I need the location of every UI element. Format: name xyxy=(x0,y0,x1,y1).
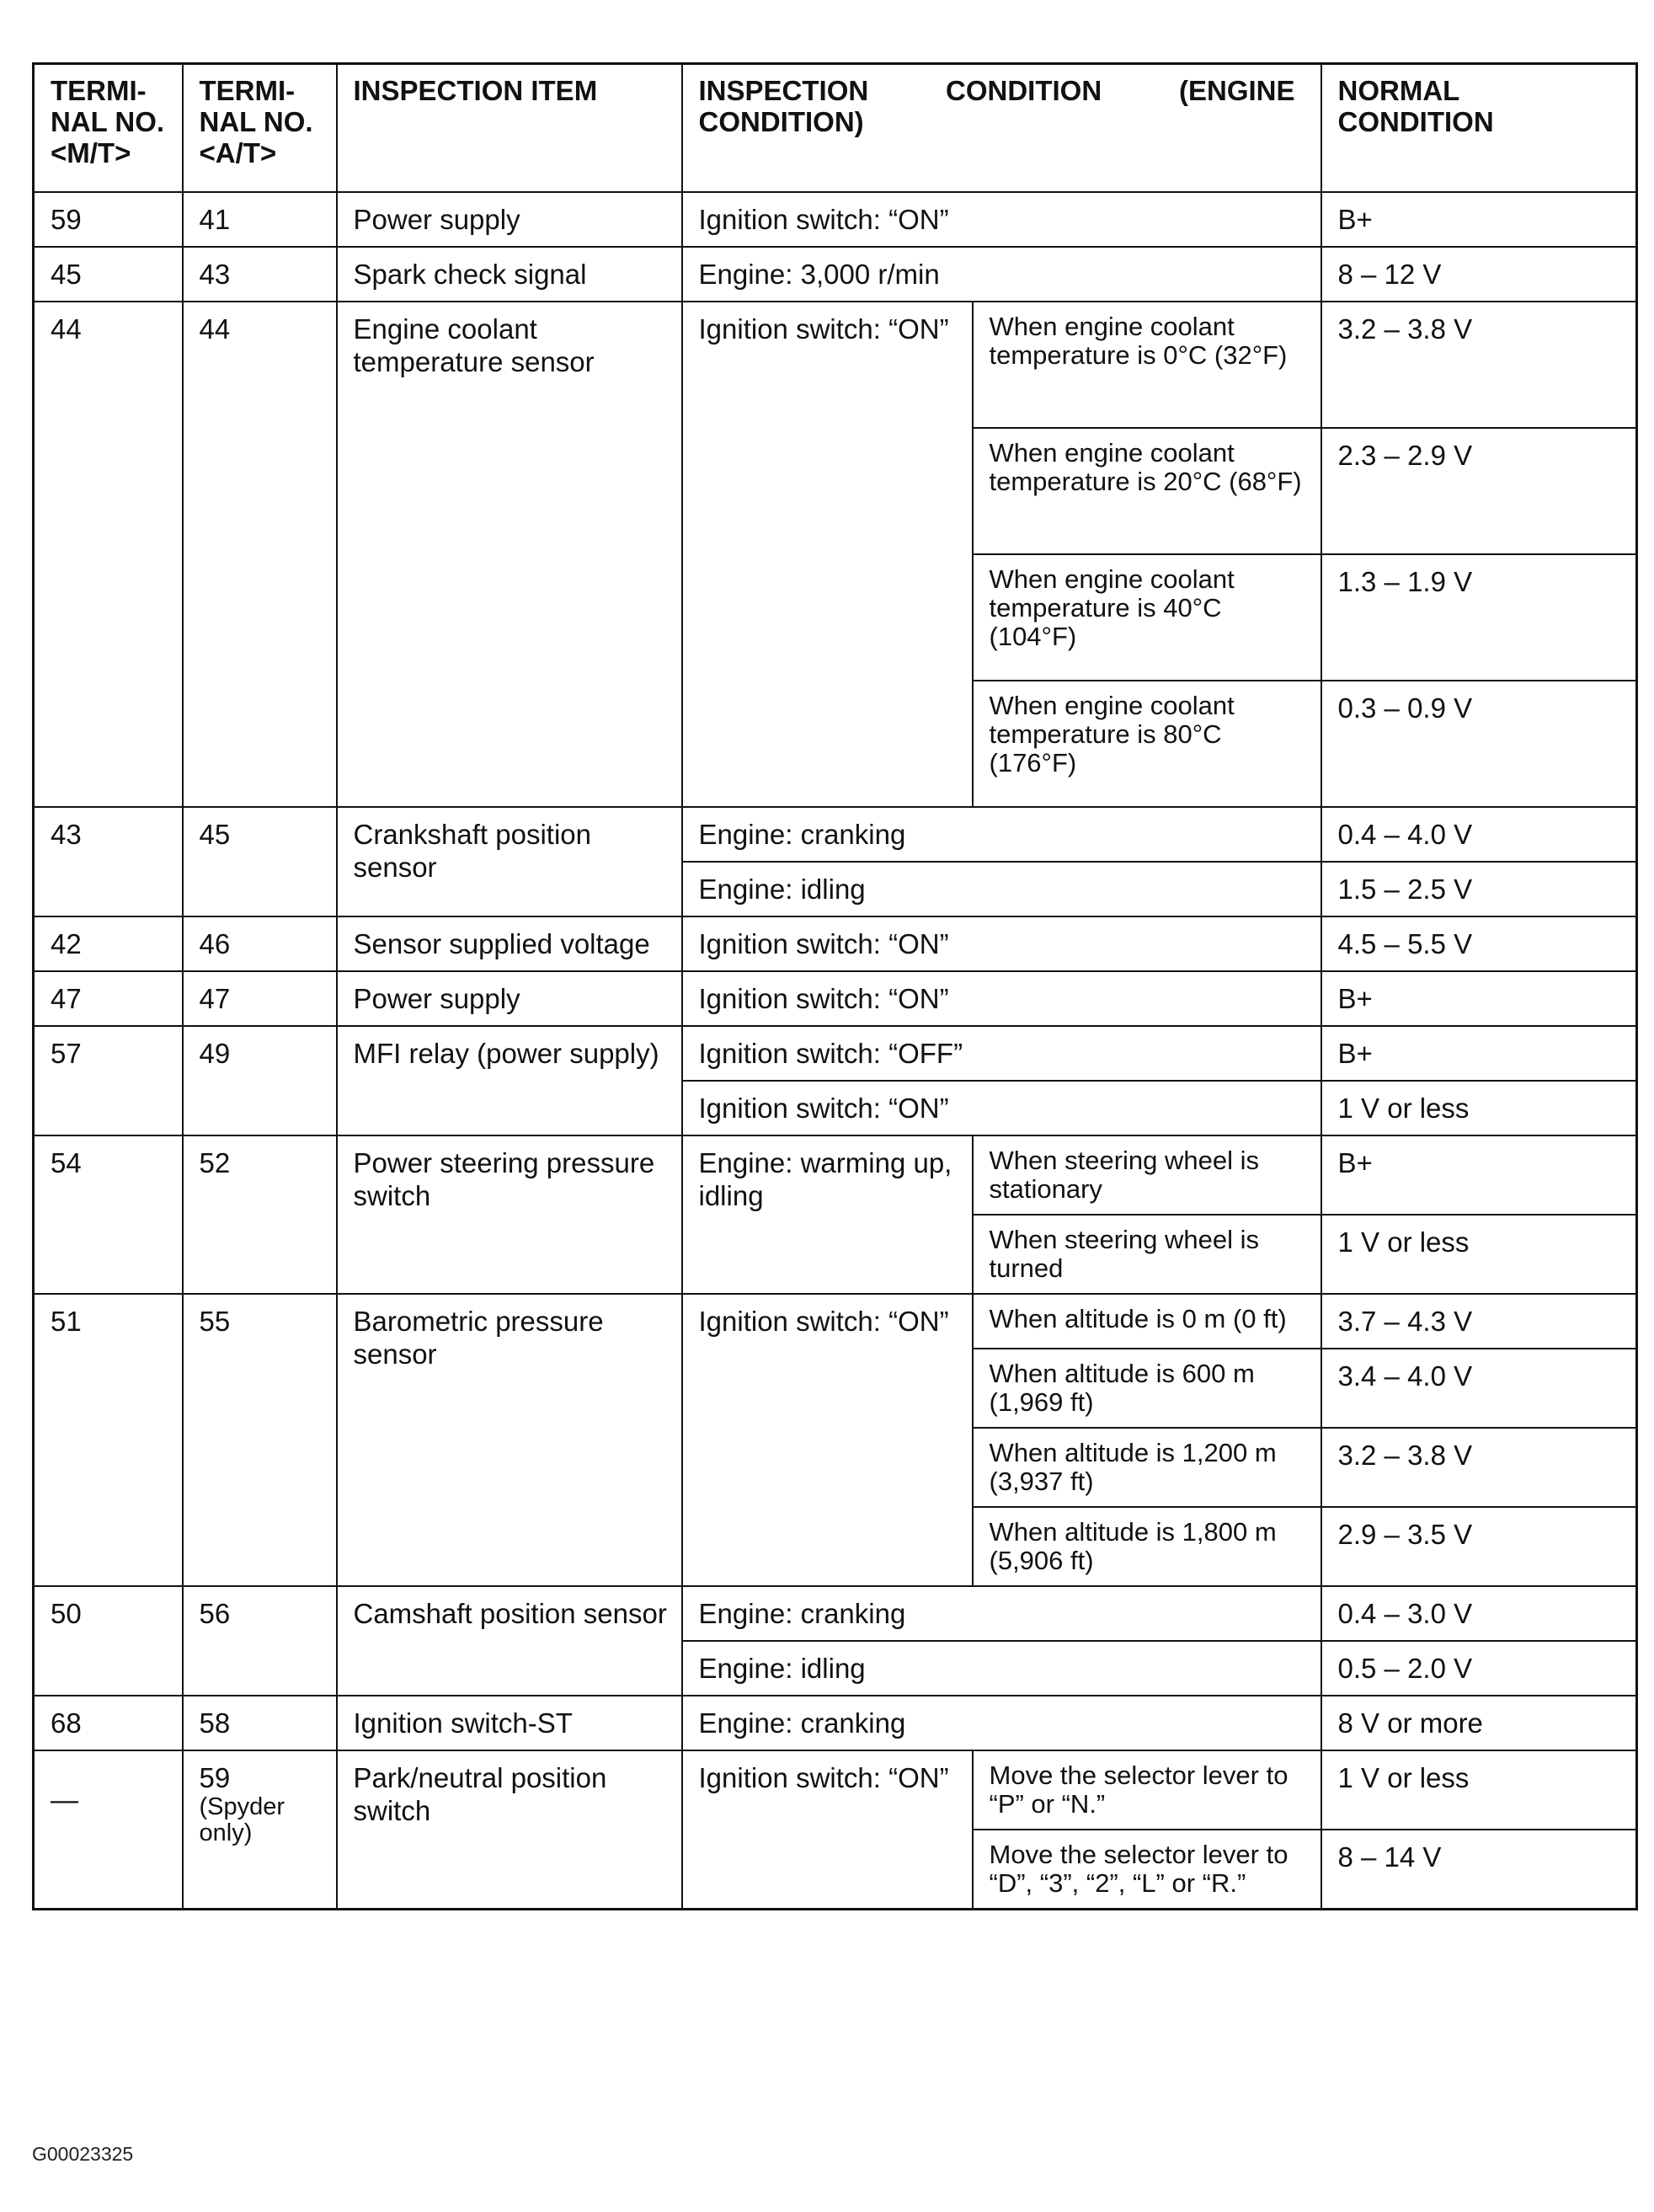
terminal-at-cell xyxy=(183,1750,337,1910)
terminal-mt-cell: 42 xyxy=(34,916,183,971)
sub-condition-cell: When altitude is 600 m (1,969 ft) xyxy=(973,1349,1321,1428)
inspection-condition-cell: Engine: 3,000 r/min xyxy=(682,247,1321,302)
terminal-mt-cell: 47 xyxy=(34,971,183,1026)
table-row xyxy=(34,1026,1637,1081)
normal-condition-cell: 1 V or less xyxy=(1321,1750,1637,1830)
inspection-item-cell: Sensor supplied voltage xyxy=(337,916,682,971)
normal-condition-cell: B+ xyxy=(1321,1026,1637,1081)
inspection-item-cell: Power supply xyxy=(337,192,682,247)
header-terminal-at xyxy=(183,64,337,192)
terminal-at-cell: 44 xyxy=(183,302,337,807)
terminal-at-cell: 56 xyxy=(183,1586,337,1696)
header-normal-condition xyxy=(1321,64,1637,192)
inspection-condition-cell: Engine: idling xyxy=(682,862,1321,916)
header-normal-line: NORMAL xyxy=(1337,75,1460,106)
table-row xyxy=(34,807,1637,862)
terminal-mt-cell: — xyxy=(34,1750,183,1910)
header-inspection-item: INSPECTION ITEM xyxy=(337,64,682,192)
terminal-mt-cell: 54 xyxy=(34,1135,183,1294)
inspection-item-cell: Engine coolant temperature sensor xyxy=(337,302,682,807)
header-condition-word: INSPECTION xyxy=(698,75,869,106)
table-row xyxy=(34,1586,1637,1641)
normal-condition-cell: B+ xyxy=(1321,192,1637,247)
inspection-condition-cell: Ignition switch: “ON” xyxy=(682,302,973,807)
header-terminal-mt-line: TERMI- xyxy=(51,75,147,106)
terminal-at-cell: 47 xyxy=(183,971,337,1026)
inspection-condition-cell: Engine: cranking xyxy=(682,1586,1321,1641)
header-inspection-condition xyxy=(682,64,1321,192)
normal-condition-cell: 0.4 – 4.0 V xyxy=(1321,807,1637,862)
terminal-mt-cell: 44 xyxy=(34,302,183,807)
inspection-condition-cell: Engine: cranking xyxy=(682,807,1321,862)
header-terminal-at-line: <A/T> xyxy=(199,137,277,168)
header-condition-word: CONDITION xyxy=(946,75,1102,106)
table-row xyxy=(34,192,1637,247)
table-row xyxy=(34,1135,1637,1215)
inspection-item-cell: MFI relay (power supply) xyxy=(337,1026,682,1135)
header-condition-line2: CONDITION) xyxy=(698,106,864,137)
header-terminal-mt-line: NAL NO. xyxy=(51,106,165,137)
terminal-at-cell: 49 xyxy=(183,1026,337,1135)
inspection-condition-cell: Ignition switch: “ON” xyxy=(682,1294,973,1586)
figure-id-label: G00023325 xyxy=(32,2143,134,2165)
header-terminal-at-line: TERMI- xyxy=(199,75,296,106)
inspection-condition-cell: Ignition switch: “ON” xyxy=(682,916,1321,971)
normal-condition-cell: 0.4 – 3.0 V xyxy=(1321,1586,1637,1641)
inspection-condition-cell: Engine: warming up, idling xyxy=(682,1135,973,1294)
header-normal-line: CONDITION xyxy=(1337,106,1494,137)
terminal-at-cell: 52 xyxy=(183,1135,337,1294)
inspection-condition-cell: Ignition switch: “ON” xyxy=(682,971,1321,1026)
terminal-mt-cell: 59 xyxy=(34,192,183,247)
terminal-at-cell: 58 xyxy=(183,1696,337,1750)
inspection-item-cell: Barometric pressure sensor xyxy=(337,1294,682,1586)
terminal-mt-cell: 51 xyxy=(34,1294,183,1586)
table-row xyxy=(34,302,1637,428)
inspection-condition-cell: Ignition switch: “OFF” xyxy=(682,1026,1321,1081)
terminal-at-cell: 55 xyxy=(183,1294,337,1586)
inspection-item-cell: Park/neutral position switch xyxy=(337,1750,682,1910)
normal-condition-cell: 1 V or less xyxy=(1321,1081,1637,1135)
inspection-table xyxy=(32,62,1638,1910)
table-row xyxy=(34,1294,1637,1349)
terminal-mt-cell: 68 xyxy=(34,1696,183,1750)
inspection-table-sheet xyxy=(32,62,1635,1910)
sub-condition-cell: When steering wheel is stationary xyxy=(973,1135,1321,1215)
normal-condition-cell: 2.3 – 2.9 V xyxy=(1321,428,1637,554)
terminal-at-note: (Spyder only) xyxy=(199,1793,285,1846)
normal-condition-cell: 3.2 – 3.8 V xyxy=(1321,1428,1637,1507)
normal-condition-cell: 8 V or more xyxy=(1321,1696,1637,1750)
header-terminal-at-line: NAL NO. xyxy=(199,106,313,137)
normal-condition-cell: 3.4 – 4.0 V xyxy=(1321,1349,1637,1428)
sub-condition-cell: When engine coolant temperature is 40°C (104°F) xyxy=(973,554,1321,681)
terminal-mt-cell: 45 xyxy=(34,247,183,302)
sub-condition-cell: When engine coolant temperature is 80°C (176°F) xyxy=(973,681,1321,807)
normal-condition-cell: 2.9 – 3.5 V xyxy=(1321,1507,1637,1586)
normal-condition-cell: 1 V or less xyxy=(1321,1215,1637,1294)
table-row xyxy=(34,916,1637,971)
header-terminal-mt-line: <M/T> xyxy=(51,137,131,168)
normal-condition-cell: 4.5 – 5.5 V xyxy=(1321,916,1637,971)
sub-condition-cell: When engine coolant temperature is 20°C (68°F) xyxy=(973,428,1321,554)
inspection-condition-cell: Engine: cranking xyxy=(682,1696,1321,1750)
normal-condition-cell: 8 – 12 V xyxy=(1321,247,1637,302)
sub-condition-cell: When altitude is 0 m (0 ft) xyxy=(973,1294,1321,1349)
normal-condition-cell: B+ xyxy=(1321,971,1637,1026)
normal-condition-cell: 1.3 – 1.9 V xyxy=(1321,554,1637,681)
normal-condition-cell: 3.7 – 4.3 V xyxy=(1321,1294,1637,1349)
terminal-at-cell: 41 xyxy=(183,192,337,247)
sub-condition-cell: When engine coolant temperature is 0°C (32°F) xyxy=(973,302,1321,428)
sub-condition-cell: When altitude is 1,200 m (3,937 ft) xyxy=(973,1428,1321,1507)
sub-condition-cell: When altitude is 1,800 m (5,906 ft) xyxy=(973,1507,1321,1586)
table-row xyxy=(34,1750,1637,1830)
inspection-item-cell: Crankshaft position sensor xyxy=(337,807,682,916)
inspection-item-cell: Spark check signal xyxy=(337,247,682,302)
terminal-at-cell: 45 xyxy=(183,807,337,916)
sub-condition-cell: Move the selector lever to “D”, “3”, “2”, “L” or “R.” xyxy=(973,1830,1321,1910)
normal-condition-cell: 0.5 – 2.0 V xyxy=(1321,1641,1637,1696)
terminal-mt-cell: 43 xyxy=(34,807,183,916)
normal-condition-cell: 3.2 – 3.8 V xyxy=(1321,302,1637,428)
terminal-at-value: 59 xyxy=(199,1761,231,1793)
header-condition-word: (ENGINE xyxy=(1179,75,1295,106)
terminal-at-cell: 46 xyxy=(183,916,337,971)
inspection-item-cell: Power steering pressure switch xyxy=(337,1135,682,1294)
header-row xyxy=(34,64,1637,192)
sub-condition-cell: Move the selector lever to “P” or “N.” xyxy=(973,1750,1321,1830)
terminal-at-cell: 43 xyxy=(183,247,337,302)
inspection-condition-cell: Ignition switch: “ON” xyxy=(682,1081,1321,1135)
inspection-condition-cell: Ignition switch: “ON” xyxy=(682,192,1321,247)
normal-condition-cell: 0.3 – 0.9 V xyxy=(1321,681,1637,807)
inspection-condition-cell: Ignition switch: “ON” xyxy=(682,1750,973,1910)
normal-condition-cell: 8 – 14 V xyxy=(1321,1830,1637,1910)
table-row xyxy=(34,1696,1637,1750)
terminal-mt-cell: 50 xyxy=(34,1586,183,1696)
inspection-item-cell: Camshaft position sensor xyxy=(337,1586,682,1696)
normal-condition-cell: B+ xyxy=(1321,1135,1637,1215)
sub-condition-cell: When steering wheel is turned xyxy=(973,1215,1321,1294)
table-row xyxy=(34,971,1637,1026)
inspection-condition-cell: Engine: idling xyxy=(682,1641,1321,1696)
inspection-item-cell: Ignition switch-ST xyxy=(337,1696,682,1750)
table-row xyxy=(34,247,1637,302)
normal-condition-cell: 1.5 – 2.5 V xyxy=(1321,862,1637,916)
terminal-mt-cell: 57 xyxy=(34,1026,183,1135)
inspection-item-cell: Power supply xyxy=(337,971,682,1026)
header-terminal-mt xyxy=(34,64,183,192)
